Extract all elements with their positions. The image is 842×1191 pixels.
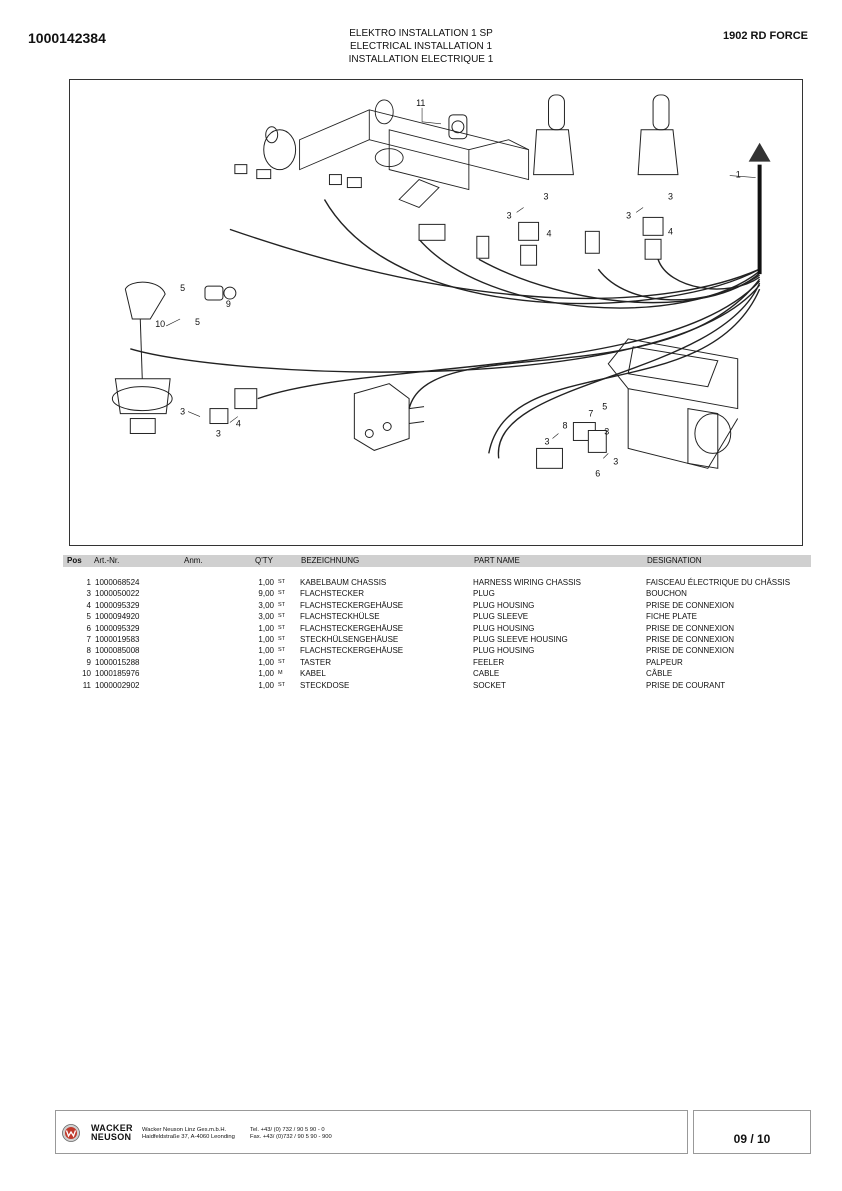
german-name-cell: FLACHSTECKERGEHÄUSE: [300, 646, 404, 656]
french-name-cell: FAISCEAU ÉLECTRIQUE DU CHÂSSIS: [646, 578, 791, 587]
table-row: [63, 634, 811, 645]
german-name-cell: TASTER: [300, 657, 331, 667]
german-name-cell: FLACHSTECKER: [300, 589, 365, 599]
article-number-cell: 1000015288: [95, 657, 140, 667]
article-number-cell: 1000050022: [95, 589, 140, 599]
english-name-cell: CABLE: [473, 669, 500, 679]
table-row: [63, 668, 811, 679]
french-name-cell: PRISE DE CONNEXION: [646, 623, 735, 633]
joystick-right: [534, 95, 678, 175]
callout-4: 4: [668, 226, 673, 237]
header-designation: DESIGNATION: [647, 556, 702, 565]
title-german: ELEKTRO INSTALLATION 1 SP: [349, 28, 493, 39]
callout-3: 3: [543, 191, 549, 202]
english-name-cell: SOCKET: [473, 680, 506, 690]
callout-6: 6: [595, 468, 601, 479]
unit-cell: ST: [278, 635, 286, 642]
callout-4: 4: [235, 418, 241, 429]
french-name-cell: FICHE PLATE: [646, 612, 697, 622]
english-name-cell: PLUG HOUSING: [473, 600, 535, 610]
article-number-cell: 1000085008: [95, 646, 140, 656]
quantity-cell: 3,00: [258, 600, 274, 610]
french-name-cell: PRISE DE CONNEXION: [646, 600, 735, 610]
title-english: ELECTRICAL INSTALLATION 1: [349, 41, 493, 52]
table-row: [63, 611, 811, 622]
pos-cell: 10: [82, 669, 91, 679]
table-row: [63, 623, 811, 634]
callout-3: 3: [604, 426, 610, 437]
table-row: [63, 680, 811, 691]
control-box: [608, 339, 737, 468]
table-row: [63, 588, 811, 599]
callout-10: 10: [155, 318, 166, 329]
callout-9: 9: [225, 299, 231, 310]
callout-5: 5: [180, 283, 186, 294]
quantity-cell: 1,00: [258, 634, 274, 644]
pos-cell: 1: [86, 578, 91, 587]
unit-cell: ST: [278, 579, 286, 585]
callout-3: 3: [613, 456, 619, 467]
callout-11: 11: [416, 97, 426, 108]
callout-3: 3: [668, 191, 673, 202]
exploded-diagram: [69, 79, 803, 546]
callout-7: 7: [588, 408, 594, 419]
brand-line-2: NEUSON: [91, 1132, 132, 1142]
german-name-cell: STECKHÜLSENGEHÄUSE: [300, 634, 399, 644]
pos-cell: 9: [86, 657, 91, 667]
callout-5: 5: [602, 401, 608, 412]
english-name-cell: HARNESS WIRING CHASSIS: [473, 578, 582, 587]
french-name-cell: PRISE DE COURANT: [646, 680, 726, 690]
socket: [449, 115, 467, 139]
pos-cell: 7: [86, 634, 91, 644]
pos-cell: 11: [82, 680, 91, 690]
callout-3: 3: [506, 210, 512, 221]
callout-8: 8: [562, 420, 568, 431]
company-name: Wacker Neuson Linz Ges.m.b.H.: [142, 1127, 227, 1133]
french-name-cell: BOUCHON: [646, 589, 687, 599]
parts-table-body: [63, 577, 811, 691]
footer: [55, 1110, 688, 1154]
unit-cell: M: [278, 670, 283, 677]
article-number-cell: 1000068524: [95, 578, 140, 587]
header-qty: Q'TY: [255, 556, 273, 565]
valve-block: [354, 384, 424, 451]
article-number-cell: 1000095329: [95, 600, 140, 610]
quantity-cell: 1,00: [258, 657, 274, 667]
article-number-cell: 1000185976: [95, 669, 140, 679]
english-name-cell: PLUG SLEEVE HOUSING: [473, 634, 568, 644]
wacker-neuson-logo-icon: [62, 1124, 80, 1142]
quantity-cell: 9,00: [258, 589, 274, 599]
page-number: 09 / 10: [693, 1110, 811, 1154]
french-name-cell: CÂBLE: [646, 669, 673, 679]
english-name-cell: PLUG HOUSING: [473, 646, 535, 656]
chassis-frame: [300, 97, 529, 208]
callout-3: 3: [626, 210, 632, 221]
table-row: [63, 645, 811, 656]
english-name-cell: PLUG SLEEVE: [473, 612, 529, 622]
french-name-cell: PALPEUR: [646, 657, 683, 667]
callout-3: 3: [544, 436, 550, 447]
model-name: 1902 RD FORCE: [723, 30, 808, 42]
phone-number: Tel. +43/ (0) 732 / 90 5 90 - 0: [250, 1127, 325, 1133]
joystick-left: [112, 282, 172, 433]
harness-arrow: [749, 143, 771, 162]
header-part-name: PART NAME: [474, 556, 520, 565]
fax-number: Fax. +43/ (0)732 / 90 5 90 - 900: [250, 1134, 332, 1140]
table-row: [63, 657, 811, 668]
company-address: Haidfeldstraße 37, A-4060 Leonding: [142, 1134, 235, 1140]
push-button: [205, 286, 236, 300]
header-art-nr: Art.-Nr.: [94, 556, 120, 565]
german-name-cell: FLACHSTECKHÜLSE: [300, 612, 380, 622]
title-french: INSTALLATION ELECTRIQUE 1: [348, 54, 494, 65]
table-row: [63, 600, 811, 611]
german-name-cell: FLACHSTECKERGEHÄUSE: [300, 600, 404, 610]
article-number-cell: 1000019583: [95, 634, 140, 644]
callout-3: 3: [215, 428, 221, 439]
quantity-cell: 1,00: [258, 623, 274, 633]
callout-4: 4: [546, 228, 552, 239]
german-name-cell: KABELBAUM CHASSIS: [300, 578, 387, 587]
brand-line-1: WACKER: [91, 1123, 133, 1133]
callout-1: 1: [735, 169, 741, 180]
connectors: [210, 165, 663, 469]
unit-cell: ST: [278, 681, 286, 688]
german-name-cell: FLACHSTECKERGEHÄUSE: [300, 623, 404, 633]
pos-cell: 8: [86, 646, 91, 656]
quantity-cell: 1,00: [258, 669, 274, 679]
unit-cell: ST: [278, 624, 286, 631]
callout-3: 3: [180, 406, 186, 417]
quantity-cell: 1,00: [258, 680, 274, 690]
pos-cell: 3: [86, 589, 91, 599]
header-bezeichnung: BEZEICHNUNG: [301, 556, 360, 565]
parts-table-header: [63, 555, 811, 567]
title-block: [291, 27, 551, 66]
unit-cell: ST: [278, 647, 286, 654]
english-name-cell: PLUG HOUSING: [473, 623, 535, 633]
horn: [264, 127, 296, 170]
quantity-cell: 1,00: [258, 578, 274, 587]
pos-cell: 5: [86, 612, 91, 622]
english-name-cell: FEELER: [473, 657, 505, 667]
article-number-cell: 1000095329: [95, 623, 140, 633]
unit-cell: ST: [278, 590, 286, 597]
english-name-cell: PLUG: [473, 589, 495, 599]
article-number-cell: 1000094920: [95, 612, 140, 622]
french-name-cell: PRISE DE CONNEXION: [646, 646, 735, 656]
article-number-cell: 1000002902: [95, 680, 140, 690]
french-name-cell: PRISE DE CONNEXION: [646, 634, 735, 644]
callout-labels: [155, 98, 741, 478]
document-number: 1000142384: [28, 30, 106, 46]
unit-cell: ST: [278, 658, 286, 665]
header-pos: Pos: [67, 556, 82, 565]
unit-cell: ST: [278, 601, 286, 608]
callout-5: 5: [195, 316, 201, 327]
unit-cell: ST: [278, 613, 286, 620]
quantity-cell: 1,00: [258, 646, 274, 656]
german-name-cell: KABEL: [300, 669, 326, 679]
table-row: [63, 577, 811, 588]
pos-cell: 6: [86, 623, 91, 633]
header-anm: Anm.: [184, 556, 203, 565]
quantity-cell: 3,00: [258, 612, 274, 622]
german-name-cell: STECKDOSE: [300, 680, 350, 690]
pos-cell: 4: [86, 600, 91, 610]
